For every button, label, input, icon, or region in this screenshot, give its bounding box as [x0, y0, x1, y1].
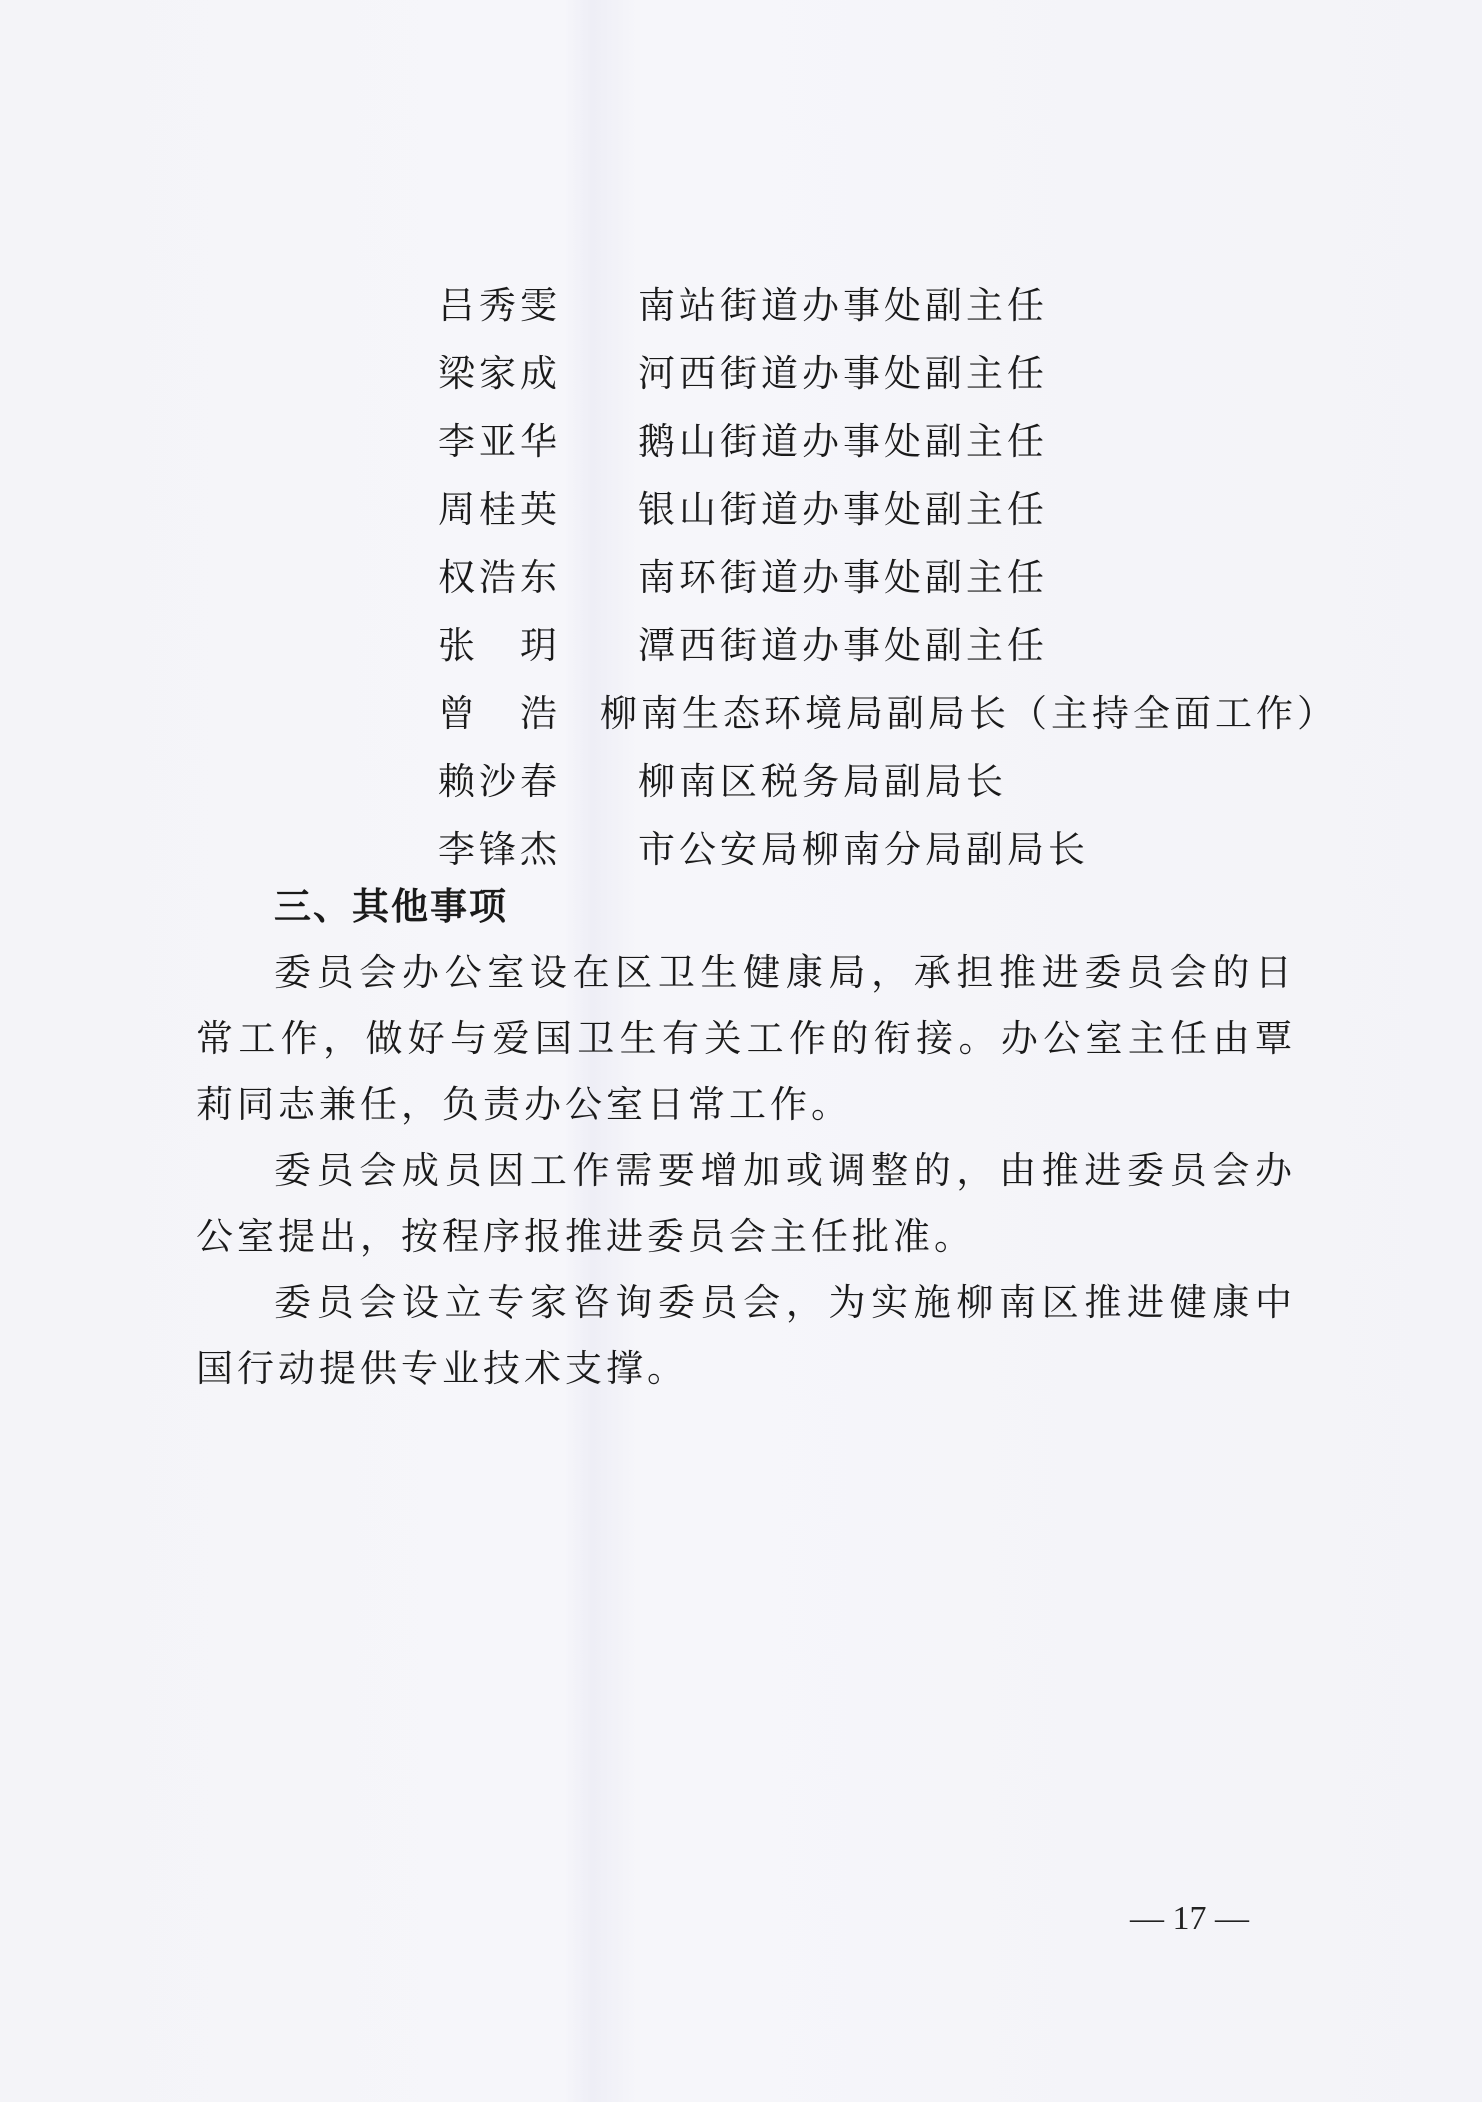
- section-heading: 三、其他事项: [274, 885, 508, 928]
- paragraph-expert-committee: 委员会设立专家咨询委员会，为实施柳南区推进健康中国行动提供专业技术支撑。: [196, 1281, 1296, 1390]
- member-name: 曾 浩: [438, 692, 561, 735]
- member-name: 张 玥: [438, 624, 561, 667]
- member-row: [438, 676, 1338, 744]
- member-list: [438, 268, 1338, 880]
- member-name: 李亚华: [438, 420, 561, 463]
- member-title: 柳南生态环境局副局长（主持全面工作）: [600, 692, 1338, 735]
- member-row: [438, 812, 1338, 880]
- member-row: [438, 744, 1338, 812]
- member-row: [438, 540, 1338, 608]
- paragraph-office: 委员会办公室设在区卫生健康局，承担推进委员会的日常工作，做好与爱国卫生有关工作的衔接。办公室主任由覃莉同志兼任，负责办公室日常工作。: [196, 951, 1296, 1126]
- member-title: 潭西街道办事处副主任: [638, 624, 1048, 667]
- member-title: 银山街道办事处副主任: [638, 488, 1048, 531]
- member-name: 周桂英: [438, 488, 561, 531]
- member-title: 南环街道办事处副主任: [638, 556, 1048, 599]
- section-body: [196, 940, 1296, 1402]
- member-title: 鹅山街道办事处副主任: [638, 420, 1048, 463]
- member-row: [438, 608, 1338, 676]
- member-title: 河西街道办事处副主任: [638, 352, 1048, 395]
- member-title: 南站街道办事处副主任: [638, 284, 1048, 327]
- member-title: 市公安局柳南分局副局长: [638, 828, 1089, 871]
- member-name: 李锋杰: [438, 828, 561, 871]
- member-name: 赖沙春: [438, 760, 561, 803]
- page-number: — 17 —: [1130, 1900, 1249, 1937]
- member-row: [438, 404, 1338, 472]
- member-row: [438, 336, 1338, 404]
- member-name: 梁家成: [438, 352, 561, 395]
- member-name: 吕秀雯: [438, 284, 561, 327]
- member-title: 柳南区税务局副局长: [638, 760, 1007, 803]
- member-name: 权浩东: [438, 556, 561, 599]
- member-row: [438, 268, 1338, 336]
- paragraph-membership: 委员会成员因工作需要增加或调整的，由推进委员会办公室提出，按程序报推进委员会主任批准。: [196, 1149, 1296, 1258]
- member-row: [438, 472, 1338, 540]
